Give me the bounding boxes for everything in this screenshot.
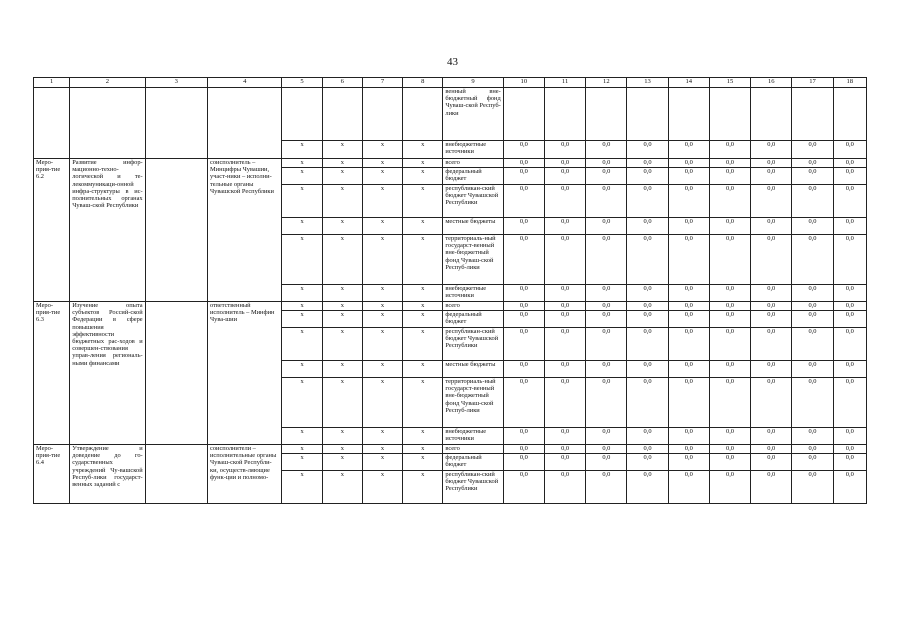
value-cell: 0,0	[627, 311, 668, 328]
x-mark-cell: x	[282, 235, 322, 285]
value-cell: 0,0	[627, 141, 668, 159]
x-mark-cell: x	[362, 218, 402, 235]
value-cell: 0,0	[503, 235, 544, 285]
value-cell: 0,0	[833, 185, 866, 218]
value-cell: 0,0	[751, 328, 792, 361]
column-number-cell: 3	[145, 78, 207, 88]
value-cell: 0,0	[709, 285, 750, 302]
column-number-cell: 2	[70, 78, 145, 88]
value-cell: 0,0	[792, 311, 833, 328]
x-mark-cell: x	[403, 141, 443, 159]
value-cell: 0,0	[668, 471, 709, 504]
empty-cell	[586, 88, 627, 141]
x-mark-cell: x	[322, 445, 362, 454]
value-cell: 0,0	[627, 159, 668, 168]
empty-cell	[668, 88, 709, 141]
column-number-cell: 9	[443, 78, 503, 88]
column-number-cell: 4	[208, 78, 282, 88]
value-cell: 0,0	[503, 445, 544, 454]
empty-cell	[362, 88, 402, 141]
x-mark-cell: x	[282, 361, 322, 378]
value-cell: 0,0	[833, 141, 866, 159]
x-mark-cell: x	[403, 361, 443, 378]
value-cell: 0,0	[751, 361, 792, 378]
x-mark-cell: x	[282, 185, 322, 218]
value-cell: 0,0	[751, 168, 792, 185]
value-cell: 0,0	[586, 378, 627, 428]
value-cell: 0,0	[792, 361, 833, 378]
value-cell: 0,0	[833, 471, 866, 504]
source-cell: всего	[443, 302, 503, 311]
value-cell: 0,0	[792, 285, 833, 302]
value-cell: 0,0	[503, 471, 544, 504]
value-cell: 0,0	[503, 185, 544, 218]
x-mark-cell: x	[362, 159, 402, 168]
value-cell: 0,0	[627, 454, 668, 471]
empty-cell	[282, 88, 322, 141]
value-cell: 0,0	[792, 471, 833, 504]
value-cell: 0,0	[544, 285, 585, 302]
x-mark-cell: x	[403, 471, 443, 504]
empty-cell	[70, 88, 145, 159]
value-cell: 0,0	[751, 445, 792, 454]
x-mark-cell: x	[322, 311, 362, 328]
value-cell: 0,0	[709, 235, 750, 285]
value-cell: 0,0	[792, 168, 833, 185]
value-cell: 0,0	[503, 428, 544, 445]
value-cell: 0,0	[792, 141, 833, 159]
value-cell: 0,0	[833, 311, 866, 328]
value-cell: 0,0	[668, 168, 709, 185]
table-row	[34, 302, 867, 311]
value-cell: 0,0	[751, 285, 792, 302]
value-cell: 0,0	[544, 185, 585, 218]
value-cell: 0,0	[627, 235, 668, 285]
value-cell: 0,0	[668, 361, 709, 378]
source-cell: всего	[443, 445, 503, 454]
value-cell: 0,0	[544, 159, 585, 168]
table-row	[34, 88, 867, 141]
value-cell: 0,0	[668, 285, 709, 302]
value-cell: 0,0	[668, 159, 709, 168]
value-cell: 0,0	[668, 445, 709, 454]
value-cell: 0,0	[833, 361, 866, 378]
x-mark-cell: x	[362, 285, 402, 302]
x-mark-cell: x	[322, 159, 362, 168]
x-mark-cell: x	[282, 311, 322, 328]
source-cell: республикан-ский бюджет Чувашской Республики	[443, 471, 503, 504]
value-cell: 0,0	[709, 328, 750, 361]
column-number-cell: 6	[322, 78, 362, 88]
value-cell: 0,0	[751, 185, 792, 218]
value-cell: 0,0	[833, 328, 866, 361]
source-cell: внебюджетные источники	[443, 141, 503, 159]
value-cell: 0,0	[709, 428, 750, 445]
value-cell: 0,0	[833, 302, 866, 311]
value-cell: 0,0	[792, 454, 833, 471]
value-cell: 0,0	[792, 159, 833, 168]
x-mark-cell: x	[282, 168, 322, 185]
value-cell: 0,0	[586, 302, 627, 311]
x-mark-cell: x	[322, 302, 362, 311]
empty-cell	[145, 159, 207, 302]
column-number-cell: 12	[586, 78, 627, 88]
column-number-cell: 15	[709, 78, 750, 88]
value-cell: 0,0	[544, 428, 585, 445]
x-mark-cell: x	[403, 311, 443, 328]
value-cell: 0,0	[503, 285, 544, 302]
value-cell: 0,0	[709, 218, 750, 235]
source-cell: местные бюджеты	[443, 218, 503, 235]
value-cell: 0,0	[668, 218, 709, 235]
column-number-cell: 14	[668, 78, 709, 88]
measure-number-cell: Меро-прия-тие 6.2	[34, 159, 70, 302]
x-mark-cell: x	[322, 285, 362, 302]
value-cell: 0,0	[668, 185, 709, 218]
measure-name-cell: Изучение опыта субъектов Россий-ской Федерации в сфере повышения эффективности бюджетных рас-ходов и совершен-ствования управ-ления региональ-ными финансами	[70, 302, 145, 445]
value-cell: 0,0	[586, 168, 627, 185]
source-cell: венный вне-бюджетный фонд Чуваш-ской Респуб-лики	[443, 88, 503, 141]
value-cell: 0,0	[586, 235, 627, 285]
x-mark-cell: x	[282, 218, 322, 235]
value-cell: 0,0	[503, 454, 544, 471]
table-row	[34, 159, 867, 168]
x-mark-cell: x	[362, 185, 402, 218]
value-cell: 0,0	[544, 328, 585, 361]
value-cell: 0,0	[709, 471, 750, 504]
source-cell: федеральный бюджет	[443, 311, 503, 328]
x-mark-cell: x	[362, 141, 402, 159]
value-cell: 0,0	[586, 428, 627, 445]
x-mark-cell: x	[322, 361, 362, 378]
empty-cell	[751, 88, 792, 141]
value-cell: 0,0	[709, 361, 750, 378]
value-cell: 0,0	[503, 218, 544, 235]
x-mark-cell: x	[362, 235, 402, 285]
column-number-cell: 13	[627, 78, 668, 88]
x-mark-cell: x	[403, 328, 443, 361]
value-cell: 0,0	[586, 454, 627, 471]
measure-name-cell: Развитие инфор-мационно-техно-логической и те-лекоммуникаци-онной инфра-структуры в ис-полнительных органах Чуваш-ской Республики	[70, 159, 145, 302]
value-cell: 0,0	[833, 378, 866, 428]
value-cell: 0,0	[627, 445, 668, 454]
x-mark-cell: x	[362, 168, 402, 185]
x-mark-cell: x	[403, 428, 443, 445]
value-cell: 0,0	[668, 302, 709, 311]
value-cell: 0,0	[751, 302, 792, 311]
value-cell: 0,0	[709, 159, 750, 168]
value-cell: 0,0	[709, 168, 750, 185]
x-mark-cell: x	[362, 445, 402, 454]
value-cell: 0,0	[709, 378, 750, 428]
value-cell: 0,0	[792, 185, 833, 218]
x-mark-cell: x	[322, 185, 362, 218]
empty-cell	[208, 88, 282, 159]
measure-name-cell: Утверждение и доведение до го-сударственных учреждений Чу-вашской Респуб-лики государст-венных заданий с	[70, 445, 145, 504]
x-mark-cell: x	[322, 428, 362, 445]
value-cell: 0,0	[627, 302, 668, 311]
page-number: 43	[447, 56, 458, 68]
value-cell: 0,0	[627, 185, 668, 218]
empty-cell	[503, 88, 544, 141]
x-mark-cell: x	[282, 141, 322, 159]
column-number-cell: 10	[503, 78, 544, 88]
x-mark-cell: x	[403, 378, 443, 428]
value-cell: 0,0	[586, 471, 627, 504]
value-cell: 0,0	[792, 235, 833, 285]
source-cell: территориаль-ный государст-венный вне-бюджетный фонд Чуваш-ской Респуб-лики	[443, 378, 503, 428]
x-mark-cell: x	[322, 471, 362, 504]
value-cell: 0,0	[627, 168, 668, 185]
value-cell: 0,0	[792, 302, 833, 311]
value-cell: 0,0	[751, 311, 792, 328]
x-mark-cell: x	[403, 285, 443, 302]
value-cell: 0,0	[586, 159, 627, 168]
x-mark-cell: x	[362, 328, 402, 361]
value-cell: 0,0	[833, 235, 866, 285]
value-cell: 0,0	[586, 141, 627, 159]
value-cell: 0,0	[627, 378, 668, 428]
source-cell: внебюджетные источники	[443, 428, 503, 445]
executor-cell: соисполнители – исполнительные органы Чуваш-ской Республи-ки, осуществ-ляющие функ-ции и полномо-	[208, 445, 282, 504]
measure-number-cell: Меро-прия-тие 6.4	[34, 445, 70, 504]
value-cell: 0,0	[751, 471, 792, 504]
value-cell: 0,0	[544, 378, 585, 428]
value-cell: 0,0	[503, 168, 544, 185]
x-mark-cell: x	[362, 471, 402, 504]
executor-cell: соисполнитель – Минцифры Чувашии, участ-ники – исполни-тельные органы Чувашской Республики	[208, 159, 282, 302]
source-cell: всего	[443, 159, 503, 168]
value-cell: 0,0	[751, 141, 792, 159]
empty-cell	[627, 88, 668, 141]
x-mark-cell: x	[282, 328, 322, 361]
source-cell: федеральный бюджет	[443, 168, 503, 185]
x-mark-cell: x	[322, 168, 362, 185]
source-cell: территориаль-ный государст-венный вне-бюджетный фонд Чуваш-ской Респуб-лики	[443, 235, 503, 285]
value-cell: 0,0	[751, 428, 792, 445]
source-cell: внебюджетные источники	[443, 285, 503, 302]
value-cell: 0,0	[544, 471, 585, 504]
value-cell: 0,0	[709, 454, 750, 471]
column-number-cell: 7	[362, 78, 402, 88]
value-cell: 0,0	[751, 378, 792, 428]
value-cell: 0,0	[544, 141, 585, 159]
x-mark-cell: x	[282, 428, 322, 445]
empty-cell	[403, 88, 443, 141]
x-mark-cell: x	[403, 159, 443, 168]
value-cell: 0,0	[627, 218, 668, 235]
x-mark-cell: x	[362, 454, 402, 471]
value-cell: 0,0	[544, 218, 585, 235]
measure-number-cell: Меро-прия-тие 6.3	[34, 302, 70, 445]
value-cell: 0,0	[792, 428, 833, 445]
value-cell: 0,0	[627, 471, 668, 504]
empty-cell	[544, 88, 585, 141]
column-number-cell: 5	[282, 78, 322, 88]
value-cell: 0,0	[544, 311, 585, 328]
value-cell: 0,0	[627, 428, 668, 445]
value-cell: 0,0	[668, 378, 709, 428]
value-cell: 0,0	[751, 454, 792, 471]
table-row	[34, 445, 867, 454]
value-cell: 0,0	[792, 328, 833, 361]
column-number-cell: 8	[403, 78, 443, 88]
empty-cell	[145, 302, 207, 445]
value-cell: 0,0	[668, 141, 709, 159]
source-cell: федеральный бюджет	[443, 454, 503, 471]
value-cell: 0,0	[833, 168, 866, 185]
empty-cell	[34, 88, 70, 159]
x-mark-cell: x	[403, 302, 443, 311]
x-mark-cell: x	[403, 445, 443, 454]
x-mark-cell: x	[403, 454, 443, 471]
x-mark-cell: x	[403, 235, 443, 285]
x-mark-cell: x	[362, 302, 402, 311]
executor-cell: ответственный исполнитель – Минфин Чува-шии	[208, 302, 282, 445]
value-cell: 0,0	[709, 445, 750, 454]
value-cell: 0,0	[709, 302, 750, 311]
value-cell: 0,0	[751, 159, 792, 168]
value-cell: 0,0	[586, 328, 627, 361]
empty-cell	[145, 445, 207, 504]
value-cell: 0,0	[668, 235, 709, 285]
value-cell: 0,0	[586, 445, 627, 454]
value-cell: 0,0	[503, 302, 544, 311]
column-number-cell: 11	[544, 78, 585, 88]
x-mark-cell: x	[322, 328, 362, 361]
column-number-cell: 1	[34, 78, 70, 88]
value-cell: 0,0	[586, 311, 627, 328]
value-cell: 0,0	[544, 445, 585, 454]
value-cell: 0,0	[792, 445, 833, 454]
x-mark-cell: x	[322, 218, 362, 235]
value-cell: 0,0	[833, 159, 866, 168]
value-cell: 0,0	[503, 311, 544, 328]
program-table	[33, 77, 867, 504]
value-cell: 0,0	[503, 141, 544, 159]
value-cell: 0,0	[544, 454, 585, 471]
value-cell: 0,0	[586, 361, 627, 378]
x-mark-cell: x	[362, 428, 402, 445]
value-cell: 0,0	[627, 361, 668, 378]
empty-cell	[322, 88, 362, 141]
value-cell: 0,0	[586, 185, 627, 218]
empty-cell	[709, 88, 750, 141]
value-cell: 0,0	[833, 454, 866, 471]
value-cell: 0,0	[668, 328, 709, 361]
value-cell: 0,0	[503, 361, 544, 378]
column-number-cell: 17	[792, 78, 833, 88]
x-mark-cell: x	[362, 311, 402, 328]
x-mark-cell: x	[282, 285, 322, 302]
value-cell: 0,0	[792, 378, 833, 428]
value-cell: 0,0	[544, 168, 585, 185]
value-cell: 0,0	[833, 445, 866, 454]
x-mark-cell: x	[362, 378, 402, 428]
x-mark-cell: x	[362, 361, 402, 378]
value-cell: 0,0	[586, 285, 627, 302]
value-cell: 0,0	[751, 235, 792, 285]
source-cell: местные бюджеты	[443, 361, 503, 378]
x-mark-cell: x	[282, 454, 322, 471]
table-header-row	[34, 78, 867, 88]
empty-cell	[833, 88, 866, 141]
x-mark-cell: x	[322, 378, 362, 428]
x-mark-cell: x	[282, 302, 322, 311]
value-cell: 0,0	[627, 328, 668, 361]
value-cell: 0,0	[833, 428, 866, 445]
value-cell: 0,0	[833, 218, 866, 235]
x-mark-cell: x	[322, 454, 362, 471]
x-mark-cell: x	[322, 141, 362, 159]
value-cell: 0,0	[668, 428, 709, 445]
value-cell: 0,0	[792, 218, 833, 235]
value-cell: 0,0	[668, 454, 709, 471]
empty-cell	[145, 88, 207, 159]
empty-cell	[792, 88, 833, 141]
value-cell: 0,0	[503, 159, 544, 168]
x-mark-cell: x	[282, 471, 322, 504]
x-mark-cell: x	[403, 168, 443, 185]
value-cell: 0,0	[833, 285, 866, 302]
value-cell: 0,0	[751, 218, 792, 235]
value-cell: 0,0	[503, 328, 544, 361]
value-cell: 0,0	[709, 311, 750, 328]
value-cell: 0,0	[503, 378, 544, 428]
x-mark-cell: x	[403, 185, 443, 218]
value-cell: 0,0	[544, 235, 585, 285]
x-mark-cell: x	[403, 218, 443, 235]
source-cell: республикан-ский бюджет Чувашской Республики	[443, 328, 503, 361]
column-number-cell: 18	[833, 78, 866, 88]
x-mark-cell: x	[282, 445, 322, 454]
x-mark-cell: x	[282, 159, 322, 168]
x-mark-cell: x	[282, 378, 322, 428]
value-cell: 0,0	[544, 302, 585, 311]
value-cell: 0,0	[709, 141, 750, 159]
value-cell: 0,0	[627, 285, 668, 302]
value-cell: 0,0	[668, 311, 709, 328]
x-mark-cell: x	[322, 235, 362, 285]
value-cell: 0,0	[544, 361, 585, 378]
source-cell: республикан-ский бюджет Чувашской Республики	[443, 185, 503, 218]
value-cell: 0,0	[709, 185, 750, 218]
column-number-cell: 16	[751, 78, 792, 88]
value-cell: 0,0	[586, 218, 627, 235]
